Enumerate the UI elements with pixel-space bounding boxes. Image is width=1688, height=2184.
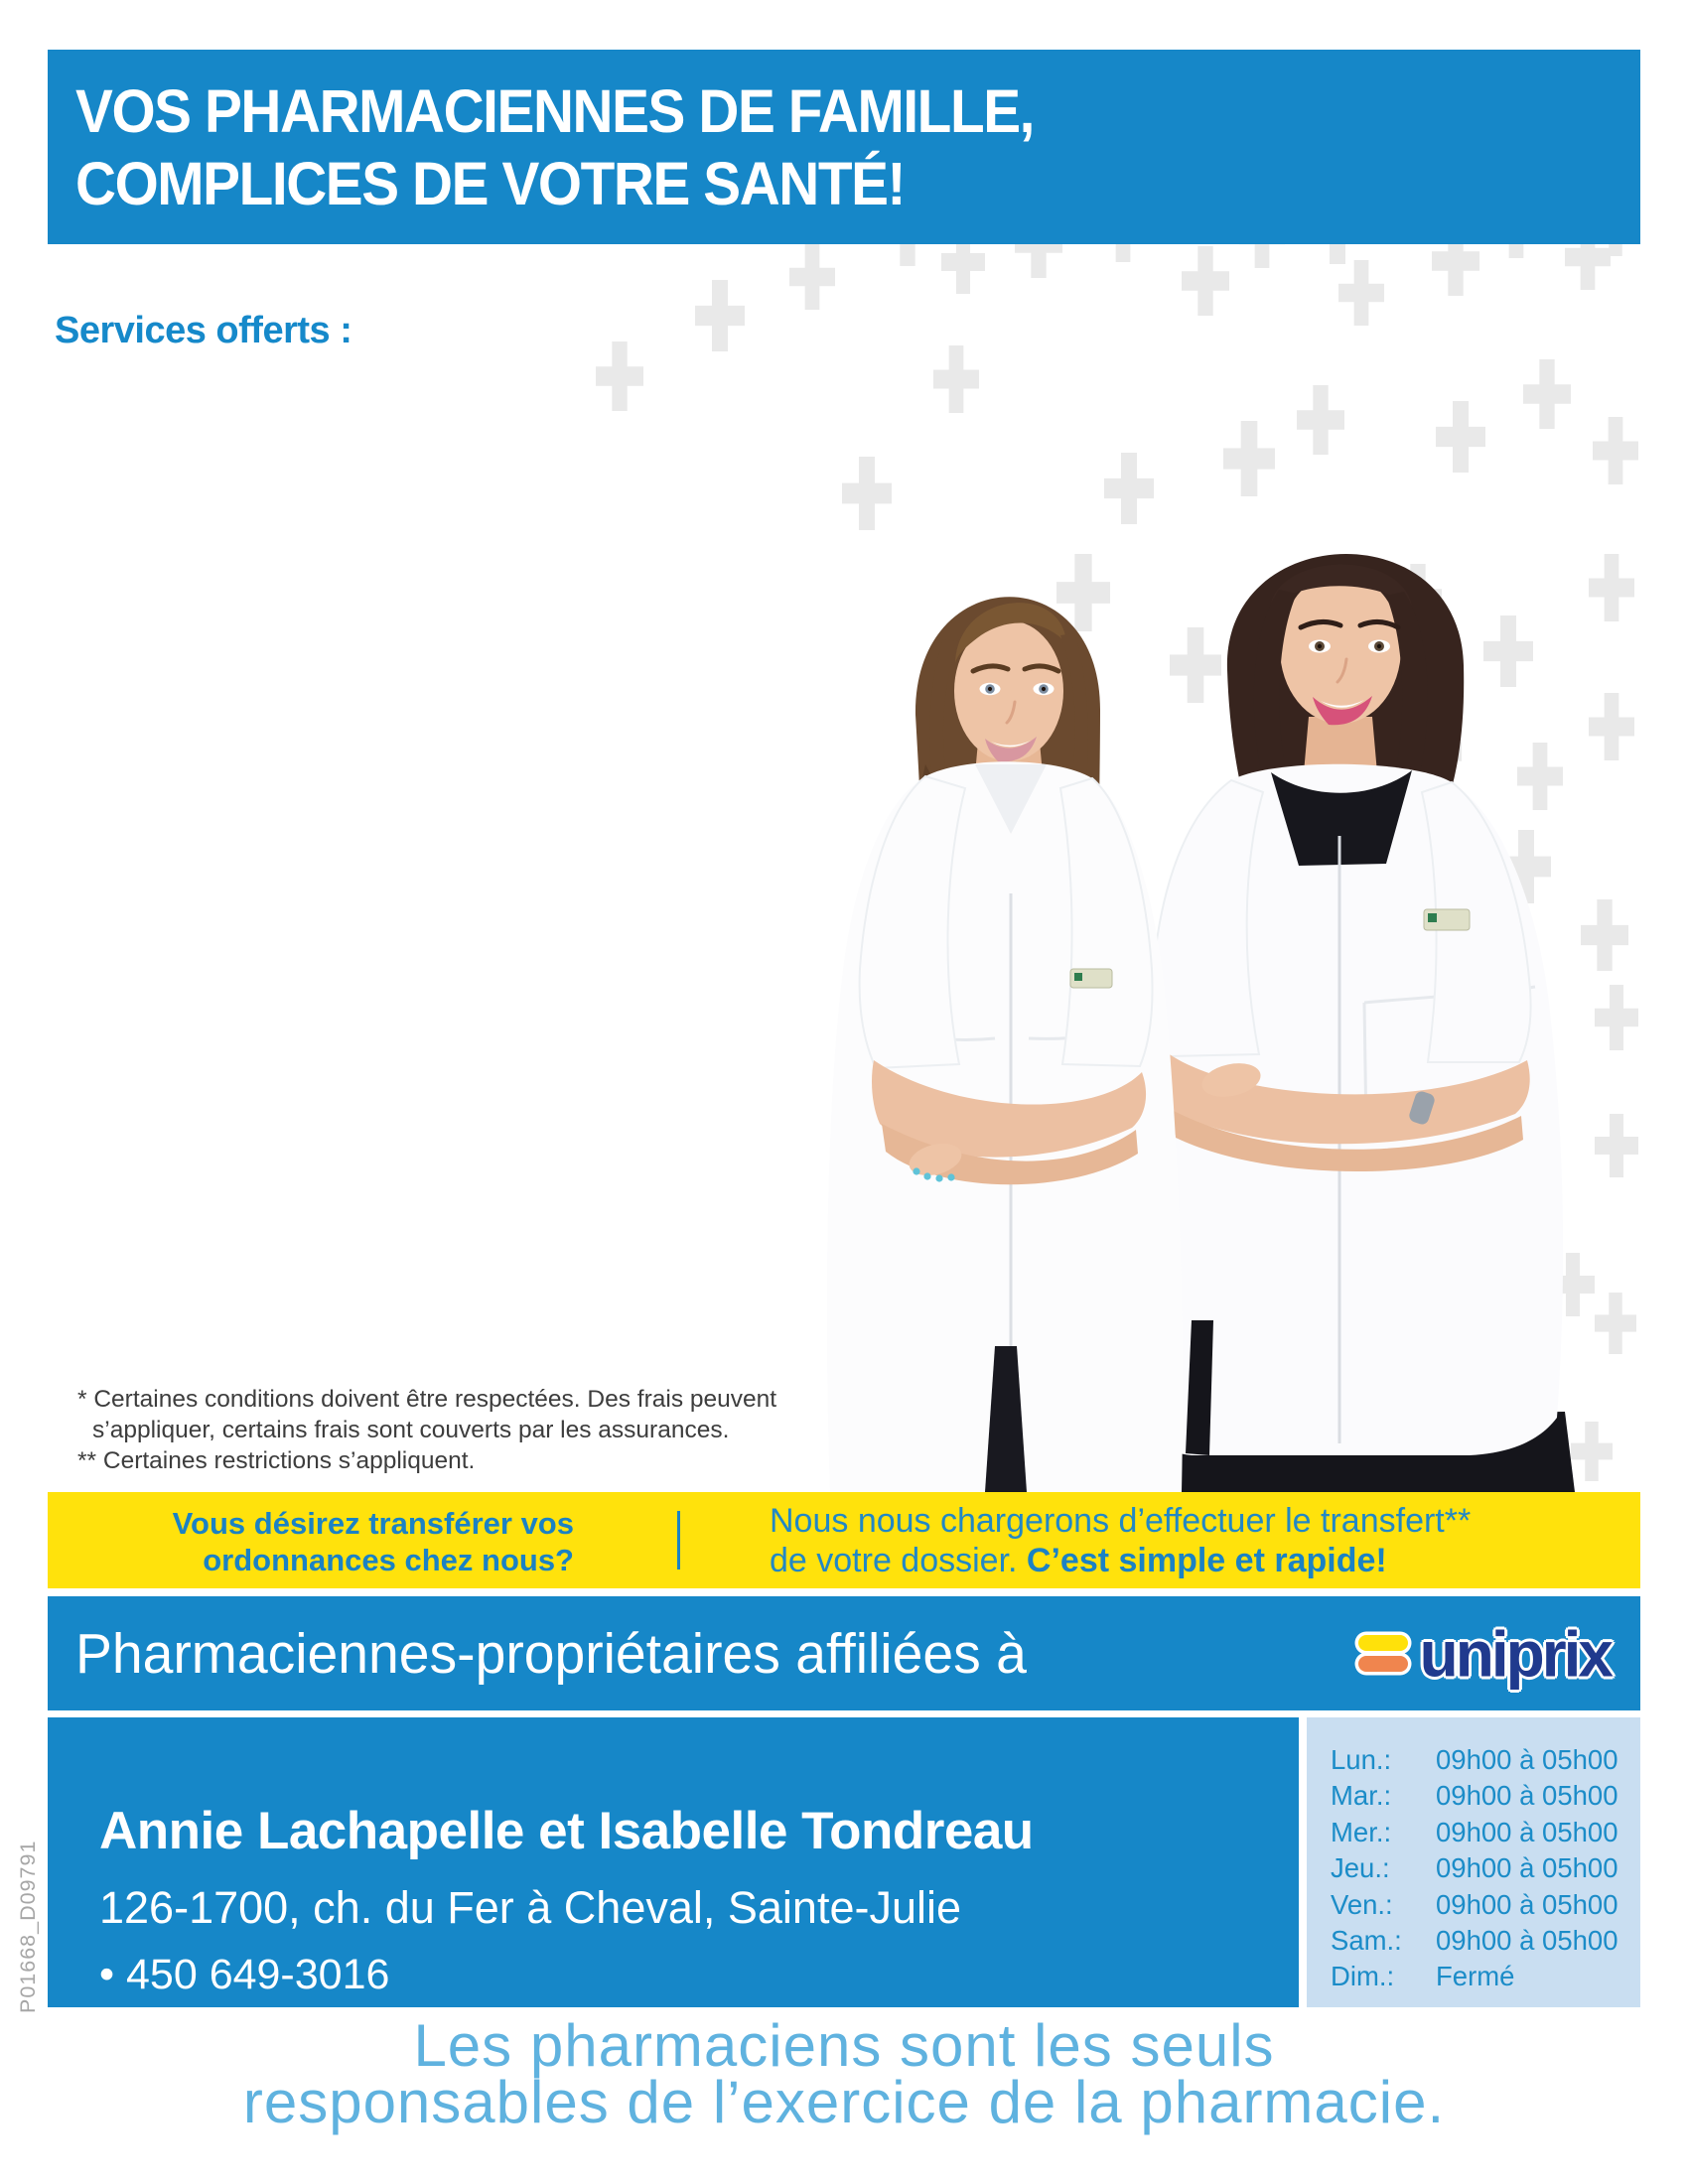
hour-day-label: Mar.: (1331, 1780, 1392, 1812)
transfer-question-line2: ordonnances chez nous? (203, 1543, 574, 1577)
hour-day-label: Ven.: (1331, 1888, 1393, 1920)
banner-title-line2: COMPLICES DE VOTRE SANTÉ! (75, 150, 906, 217)
transfer-divider (677, 1511, 680, 1570)
transfer-answer-bold: C’est simple et rapide! (1026, 1542, 1387, 1579)
hours-list (1331, 1742, 1640, 1995)
uniprix-wordmark: uniprix (1419, 1616, 1611, 1691)
affiliation-banner (48, 1596, 1640, 1710)
hour-time-value: 09h00 à 05h00 (1436, 1888, 1618, 1920)
plus-icon (1523, 359, 1571, 429)
pharmacist-names: Annie Lachapelle et Isabelle Tondreau (99, 1802, 1034, 1860)
uniprix-logo-bars-icon (1358, 1635, 1408, 1672)
uniprix-logo-bar-orange (1358, 1656, 1408, 1672)
transfer-answer-line1: Nous nous chargerons d’effectuer le transfert** (770, 1502, 1472, 1540)
hour-time-value: 09h00 à 05h00 (1436, 1780, 1618, 1812)
transfer-question (127, 1505, 574, 1578)
plus-icon (695, 280, 745, 351)
side-code: P01668_D09791 (16, 1840, 40, 2013)
hour-day-label: Lun.: (1331, 1744, 1392, 1775)
contact-panel (48, 1717, 1299, 2007)
store-phone: • 450 649-3016 (99, 1951, 390, 1998)
hour-time-value: 09h00 à 05h00 (1436, 1744, 1618, 1775)
uniprix-logo-bar-yellow (1358, 1635, 1408, 1651)
banner-title-line1: VOS PHARMACIENNES DE FAMILLE, (75, 77, 1035, 145)
hour-row (1331, 1742, 1640, 1778)
hour-day-label: Mer.: (1331, 1816, 1392, 1847)
tagline-line2: responsables de l’exercice de la pharmacie. (242, 2069, 1446, 2135)
transfer-question-line1: Vous désirez transférer vos (172, 1506, 574, 1541)
uniprix-logo (1358, 1617, 1611, 1691)
hour-row (1331, 1959, 1640, 1994)
hour-row (1331, 1887, 1640, 1923)
footnote-line-3: ** Certaines restrictions s’appliquent. (77, 1447, 476, 1474)
plus-icon (1297, 385, 1344, 455)
footnote-line-1: * Certaines conditions doivent être respectées. Des frais peuvent (77, 1386, 777, 1413)
transfer-answer-line2: de votre dossier. C’est simple et rapide! (770, 1542, 1387, 1579)
pharmacists-photo (675, 467, 1648, 1492)
transfer-answer (770, 1501, 1471, 1580)
plus-icon (789, 244, 835, 310)
hour-time-value: 09h00 à 05h00 (1436, 1852, 1618, 1884)
hour-day-label: Dim.: (1331, 1961, 1395, 1992)
plus-icon (933, 345, 979, 413)
hour-row (1331, 1815, 1640, 1850)
services-offered-label: Services offerts : (55, 310, 352, 351)
hour-time-value: 09h00 à 05h00 (1436, 1816, 1618, 1847)
affiliation-label: Pharmaciennes-propriétaires affiliées à (75, 1621, 1027, 1686)
footnote-line-2: s’appliquer, certains frais sont couverts par les assurances. (92, 1417, 730, 1443)
hour-row (1331, 1923, 1640, 1959)
transfer-banner (48, 1492, 1640, 1588)
plus-icon (596, 341, 643, 411)
pharmacist-left-figure (827, 597, 1183, 1492)
plus-icon (1338, 260, 1384, 326)
hour-day-label: Sam.: (1331, 1925, 1402, 1957)
footnotes-block (77, 1384, 776, 1476)
plus-icon (1436, 401, 1485, 473)
top-banner (48, 50, 1640, 244)
tagline-line1: Les pharmaciens sont les seuls (413, 2012, 1275, 2079)
hour-time-value: Fermé (1436, 1961, 1515, 1992)
hour-day-label: Jeu.: (1331, 1852, 1390, 1884)
hour-time-value: 09h00 à 05h00 (1436, 1925, 1618, 1957)
hour-row (1331, 1850, 1640, 1886)
store-address: 126-1700, ch. du Fer à Cheval, Sainte-Julie (99, 1882, 962, 1933)
pharmacist-right-figure (1129, 554, 1575, 1492)
hours-panel (1307, 1717, 1640, 2007)
tagline (0, 2012, 1688, 2135)
hour-row (1331, 1778, 1640, 1814)
plus-icon (1182, 246, 1229, 316)
